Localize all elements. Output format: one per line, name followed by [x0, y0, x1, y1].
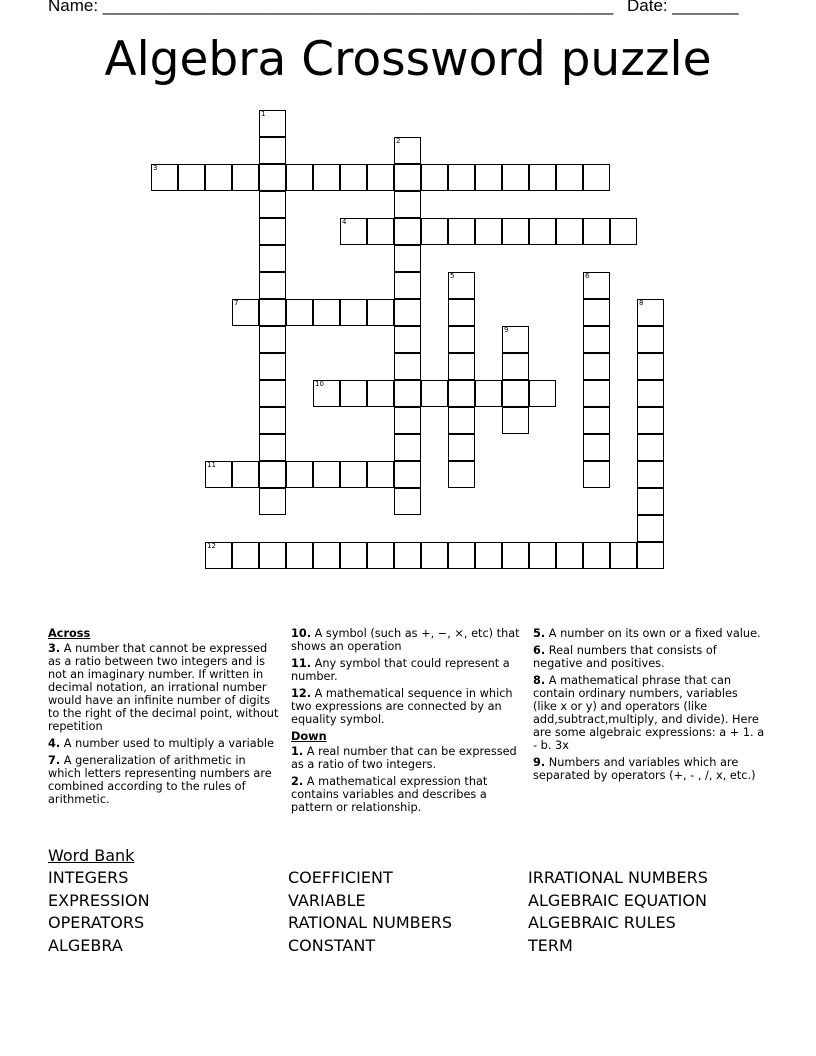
crossword-cell[interactable]: [529, 380, 556, 407]
page-title: Algebra Crossword puzzle: [104, 32, 712, 87]
crossword-cell[interactable]: [529, 164, 556, 191]
crossword-cell[interactable]: [583, 326, 610, 353]
crossword-cell[interactable]: [394, 245, 421, 272]
crossword-cell[interactable]: [502, 164, 529, 191]
clue-number: 12: [207, 542, 216, 550]
crossword-cell[interactable]: [205, 542, 232, 569]
date-field-line: Date: _______: [627, 0, 739, 15]
crossword-cell[interactable]: [637, 542, 664, 569]
word-bank-item: RATIONAL NUMBERS: [288, 913, 453, 933]
crossword-cell[interactable]: [313, 380, 340, 407]
crossword-cell[interactable]: [475, 164, 502, 191]
crossword-cell[interactable]: [259, 461, 286, 488]
crossword-cell[interactable]: [394, 542, 421, 569]
crossword-cell[interactable]: [367, 218, 394, 245]
crossword-cell[interactable]: [583, 407, 610, 434]
crossword-cell[interactable]: [583, 380, 610, 407]
crossword-cell[interactable]: [556, 164, 583, 191]
crossword-cell[interactable]: [421, 218, 448, 245]
crossword-cell[interactable]: [637, 461, 664, 488]
crossword-cell[interactable]: [421, 542, 448, 569]
crossword-cell[interactable]: [610, 218, 637, 245]
clue-down-2: 2. A mathematical expression that contains variables and describes a pattern or relationship.: [291, 775, 488, 814]
crossword-cell[interactable]: [394, 407, 421, 434]
crossword-cell[interactable]: [448, 299, 475, 326]
clue-down-9: 9. Numbers and variables which are separated by operators (+, - , /, x, etc.): [533, 756, 756, 782]
crossword-cell[interactable]: [259, 272, 286, 299]
crossword-cell[interactable]: [259, 245, 286, 272]
word-bank-item: COEFFICIENT: [288, 868, 393, 887]
clue-number: 2: [396, 137, 401, 145]
crossword-cell[interactable]: [340, 299, 367, 326]
crossword-cell[interactable]: [637, 380, 664, 407]
crossword-cell[interactable]: [394, 299, 421, 326]
crossword-cell[interactable]: [637, 407, 664, 434]
crossword-cell[interactable]: [394, 326, 421, 353]
crossword-cell[interactable]: [529, 218, 556, 245]
crossword-cell[interactable]: [448, 326, 475, 353]
crossword-cell[interactable]: [259, 164, 286, 191]
crossword-cell[interactable]: [556, 542, 583, 569]
clue-number: 10: [315, 380, 324, 388]
crossword-cell[interactable]: [178, 164, 205, 191]
word-bank-title: Word Bank: [48, 846, 135, 865]
crossword-cell[interactable]: [286, 164, 313, 191]
crossword-cell[interactable]: [502, 407, 529, 434]
crossword-cell[interactable]: [394, 164, 421, 191]
crossword-cell[interactable]: [340, 380, 367, 407]
crossword-cell[interactable]: [259, 299, 286, 326]
crossword-cell[interactable]: [259, 137, 286, 164]
word-bank-column-3: [528, 867, 708, 957]
crossword-cell[interactable]: [286, 542, 313, 569]
crossword-cell[interactable]: [448, 353, 475, 380]
word-bank-item: INTEGERS: [48, 868, 129, 887]
crossword-cell[interactable]: [232, 299, 259, 326]
clue-across-4: 4. A number used to multiply a variable: [48, 737, 274, 750]
crossword-cell[interactable]: [232, 461, 259, 488]
crossword-cell[interactable]: [475, 218, 502, 245]
down-heading: Down: [291, 730, 327, 743]
crossword-cell[interactable]: [448, 407, 475, 434]
crossword-cell[interactable]: [394, 488, 421, 515]
crossword-cell[interactable]: [502, 218, 529, 245]
word-bank-column-1: [48, 867, 150, 957]
clue-across-7: 7. A generalization of arithmetic in which letters representing numbers are combined according to the rules of arithmetic.: [48, 754, 272, 806]
crossword-cell[interactable]: [394, 461, 421, 488]
crossword-cell[interactable]: [637, 434, 664, 461]
crossword-cell[interactable]: [610, 542, 637, 569]
crossword-cell[interactable]: [421, 380, 448, 407]
crossword-cell[interactable]: [313, 461, 340, 488]
crossword-cell[interactable]: [448, 542, 475, 569]
crossword-cell[interactable]: [583, 542, 610, 569]
crossword-cell[interactable]: [151, 164, 178, 191]
clue-down-8: 8. A mathematical phrase that can contain ordinary numbers, variables (like x or y) and operators (like add,subtract,multiply, and divide). Here are some algebraic expressions: a + 1. a - b. 3x: [533, 674, 765, 752]
crossword-cell[interactable]: [340, 164, 367, 191]
clue-number: 9: [504, 326, 509, 334]
crossword-cell[interactable]: [205, 164, 232, 191]
clue-number: 8: [639, 299, 644, 307]
crossword-cell[interactable]: [259, 353, 286, 380]
crossword-cell[interactable]: [394, 191, 421, 218]
crossword-cell[interactable]: [259, 488, 286, 515]
crossword-cell[interactable]: [421, 164, 448, 191]
word-bank-item: IRRATIONAL NUMBERS: [528, 868, 708, 887]
crossword-cell[interactable]: [448, 461, 475, 488]
crossword-cell[interactable]: [475, 380, 502, 407]
crossword-cell[interactable]: [259, 191, 286, 218]
clue-column-1: [48, 627, 281, 810]
word-bank-item: ALGEBRAIC EQUATION: [528, 890, 707, 910]
crossword-cell[interactable]: [502, 353, 529, 380]
across-heading: Across: [48, 627, 91, 640]
crossword-cell[interactable]: [367, 461, 394, 488]
crossword-cell[interactable]: [448, 164, 475, 191]
crossword-cell[interactable]: [394, 380, 421, 407]
clue-down-1: 1. A real number that can be expressed as a ratio of two integers.: [291, 745, 517, 771]
clue-column-2: [291, 627, 521, 818]
crossword-cell[interactable]: [259, 326, 286, 353]
crossword-cell[interactable]: [259, 542, 286, 569]
crossword-cell[interactable]: [367, 380, 394, 407]
crossword-cell[interactable]: [367, 299, 394, 326]
crossword-cell[interactable]: [529, 542, 556, 569]
crossword-cell[interactable]: [259, 110, 286, 137]
crossword-cell[interactable]: [583, 299, 610, 326]
crossword-cell[interactable]: [394, 218, 421, 245]
clue-down-5: 5. A number on its own or a fixed value.: [533, 627, 761, 640]
crossword-cell[interactable]: [340, 461, 367, 488]
crossword-cell[interactable]: [259, 407, 286, 434]
crossword-cell[interactable]: [583, 353, 610, 380]
crossword-cell[interactable]: [259, 434, 286, 461]
crossword-cell[interactable]: [259, 218, 286, 245]
crossword-cell[interactable]: [583, 272, 610, 299]
crossword-cell[interactable]: [394, 272, 421, 299]
crossword-cell[interactable]: [583, 434, 610, 461]
crossword-cell[interactable]: [475, 542, 502, 569]
crossword-cell[interactable]: [394, 434, 421, 461]
crossword-cell[interactable]: [313, 164, 340, 191]
crossword-cell[interactable]: [394, 137, 421, 164]
crossword-cell[interactable]: [637, 299, 664, 326]
crossword-cell[interactable]: [637, 353, 664, 380]
clue-across-12: 12. A mathematical sequence in which two expressions are connected by an equality symbol.: [291, 687, 513, 726]
crossword-cell[interactable]: [367, 164, 394, 191]
crossword-cell[interactable]: [394, 353, 421, 380]
word-bank-item: ALGEBRA: [48, 935, 123, 955]
word-bank-item: VARIABLE: [288, 890, 366, 910]
crossword-cell[interactable]: [502, 380, 529, 407]
crossword-cell[interactable]: [637, 515, 664, 542]
word-bank-item: CONSTANT: [288, 935, 376, 955]
crossword-cell[interactable]: [313, 299, 340, 326]
crossword-cell[interactable]: [637, 488, 664, 515]
clue-column-3: [533, 627, 765, 786]
clue-number: 6: [585, 272, 590, 280]
word-bank-column-2: [288, 867, 452, 957]
word-bank-item: TERM: [528, 935, 573, 955]
clue-number: 5: [450, 272, 455, 280]
crossword-cell[interactable]: [367, 542, 394, 569]
clue-number: 4: [342, 218, 347, 226]
crossword-cell[interactable]: [205, 461, 232, 488]
crossword-cell[interactable]: [583, 461, 610, 488]
crossword-cell[interactable]: [340, 218, 367, 245]
crossword-cell[interactable]: [286, 299, 313, 326]
clue-across-10: 10. A symbol (such as +, −, ×, etc) that shows an operation: [291, 627, 520, 653]
word-bank-item: EXPRESSION: [48, 890, 150, 910]
crossword-cell[interactable]: [259, 380, 286, 407]
word-bank-item: OPERATORS: [48, 913, 145, 933]
crossword-cell[interactable]: [583, 218, 610, 245]
crossword-cell[interactable]: [448, 434, 475, 461]
clue-down-6: 6. Real numbers that consists of negative and positives.: [533, 644, 717, 670]
crossword-cell[interactable]: [232, 542, 259, 569]
crossword-cell[interactable]: [448, 272, 475, 299]
clue-number: 3: [153, 164, 158, 172]
word-bank-item: ALGEBRAIC RULES: [528, 913, 676, 933]
crossword-cell[interactable]: [448, 218, 475, 245]
clue-number: 1: [261, 110, 266, 118]
crossword-cell[interactable]: [583, 164, 610, 191]
crossword-cell[interactable]: [313, 542, 340, 569]
clue-number: 11: [207, 461, 216, 469]
crossword-cell[interactable]: [556, 218, 583, 245]
clue-across-11: 11. Any symbol that could represent a number.: [291, 657, 510, 683]
crossword-cell[interactable]: [286, 461, 313, 488]
clue-number: 7: [234, 299, 239, 307]
name-field-line: Name: ______________________________________________________: [48, 0, 614, 15]
crossword-cell[interactable]: [637, 326, 664, 353]
crossword-cell[interactable]: [448, 380, 475, 407]
crossword-cell[interactable]: [232, 164, 259, 191]
crossword-cell[interactable]: [340, 542, 367, 569]
crossword-cell[interactable]: [502, 542, 529, 569]
crossword-cell[interactable]: [502, 326, 529, 353]
clue-across-3: 3. A number that cannot be expressed as a ratio between two integers and is not an imaginary number. If written in decimal notation, an irrational number would have an infinite number of digits to the right of the decimal point, without repetition: [48, 642, 279, 733]
